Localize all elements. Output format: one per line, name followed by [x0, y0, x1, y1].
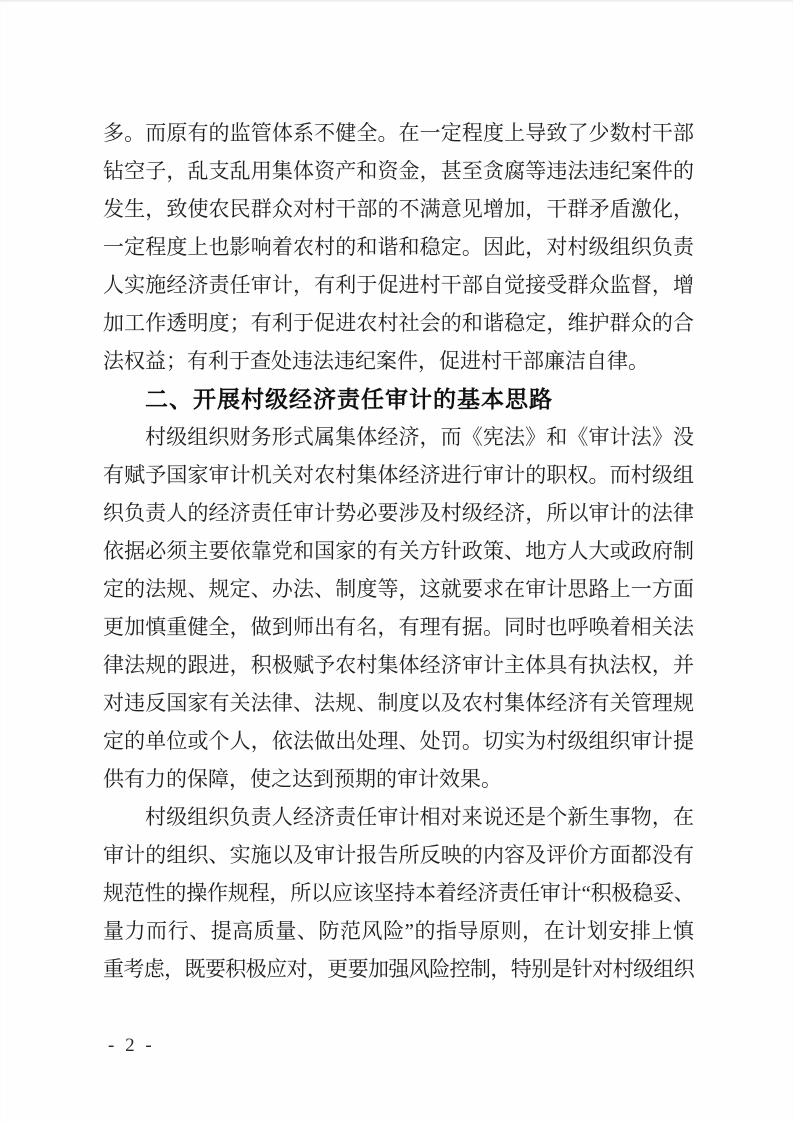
text-line: 律法规的跟进，积极赋予农村集体经济审计主体具有执法权，并 — [103, 653, 694, 677]
text-line: 规范性的操作规程，所以应该坚持本着经济责任审计“积极稳妥、 — [103, 881, 694, 905]
section-heading: 二、开展村级经济责任审计的基本思路 — [145, 386, 553, 412]
text-line: 村级组织负责人经济责任审计相对来说还是个新生事物，在 — [145, 805, 694, 829]
text-line: 定的单位或个人，依法做出处理、处罚。切实为村级组织审计提 — [103, 729, 694, 753]
text-line: 发生，致使农民群众对村干部的不满意见增加，干群矛盾激化， — [103, 197, 694, 221]
text-line: 钻空子，乱支乱用集体资产和资金，甚至贪腐等违法违纪案件的 — [103, 159, 694, 183]
text-line: 对违反国家有关法律、法规、制度以及农村集体经济有关管理规 — [103, 691, 694, 715]
text-line: 多。而原有的监管体系不健全。在一定程度上导致了少数村干部 — [103, 121, 694, 145]
text-line: 织负责人的经济责任审计势必要涉及村级经济，所以审计的法律 — [103, 501, 694, 525]
text-line: 量力而行、提高质量、防范风险”的指导原则，在计划安排上慎 — [103, 919, 694, 943]
page-number: - 2 - — [108, 1035, 152, 1056]
text-line: 定的法规、规定、办法、制度等，这就要求在审计思路上一方面 — [103, 577, 694, 601]
document-body — [103, 114, 694, 988]
text-line: 供有力的保障，使之达到预期的审计效果。 — [103, 767, 502, 791]
text-line: 村级组织财务形式属集体经济，而《宪法》和《审计法》没 — [145, 425, 694, 449]
text-line: 人实施经济责任审计，有利于促进村干部自觉接受群众监督，增 — [103, 273, 694, 297]
text-line: 加工作透明度；有利于促进农村社会的和谐稳定，维护群众的合 — [103, 311, 694, 335]
text-line: 法权益；有利于查处违法违纪案件，促进村干部廉洁自律。 — [103, 349, 649, 373]
text-line: 更加慎重健全，做到师出有名，有理有据。同时也呼唤着相关法 — [103, 615, 694, 639]
text-line: 审计的组织、实施以及审计报告所反映的内容及评价方面都没有 — [103, 843, 694, 867]
text-line: 依据必须主要依靠党和国家的有关方针政策、地方人大或政府制 — [103, 539, 694, 563]
text-line: 一定程度上也影响着农村的和谐和稳定。因此，对村级组织负责 — [103, 235, 694, 259]
text-line: 重考虑，既要积极应对，更要加强风险控制，特别是针对村级组织 — [103, 957, 694, 981]
text-line: 有赋予国家审计机关对农村集体经济进行审计的职权。而村级组 — [103, 463, 694, 487]
